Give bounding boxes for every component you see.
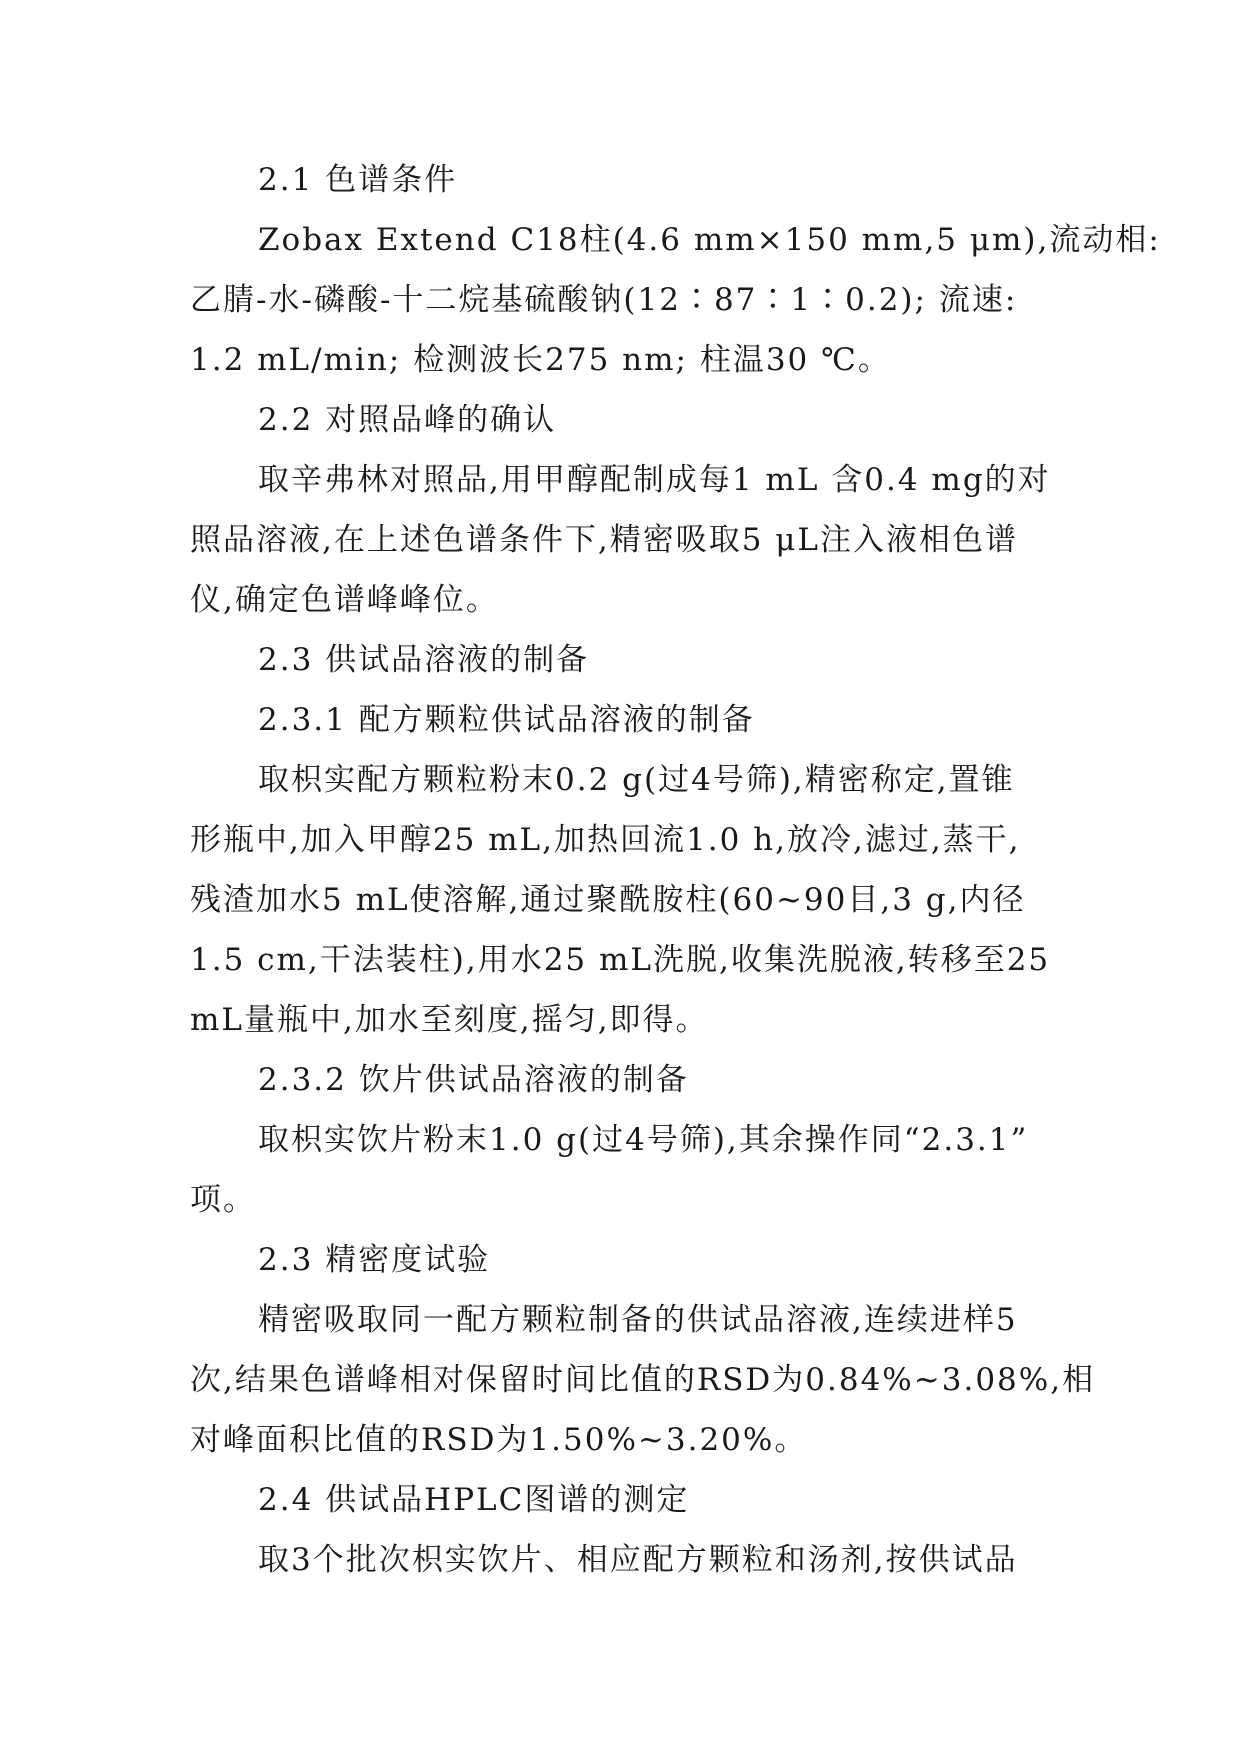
paragraph-line: 取枳实配方颗粒粉末0.2 g(过4号筛),精密称定,置锥 bbox=[258, 762, 1015, 798]
section-heading-2-2: 2.2 对照品峰的确认 bbox=[258, 402, 557, 438]
paragraph-line: 残渣加水5 mL使溶解,通过聚酰胺柱(60~90目,3 g,内径 bbox=[190, 882, 1026, 918]
paragraph-line: 次,结果色谱峰相对保留时间比值的RSD为0.84%~3.08%,相 bbox=[190, 1362, 1096, 1398]
paragraph-line: 对峰面积比值的RSD为1.50%~3.20%。 bbox=[190, 1422, 808, 1458]
section-heading-2-4: 2.4 供试品HPLC图谱的测定 bbox=[258, 1482, 690, 1518]
paragraph-line: 项。 bbox=[190, 1182, 256, 1218]
section-heading-2-3: 2.3 供试品溶液的制备 bbox=[258, 642, 590, 678]
paragraph-line: 1.5 cm,干法装柱),用水25 mL洗脱,收集洗脱液,转移至25 bbox=[190, 942, 1051, 978]
section-heading-2-3-1: 2.3.1 配方颗粒供试品溶液的制备 bbox=[258, 702, 755, 738]
section-heading-2-3-2: 2.3.2 饮片供试品溶液的制备 bbox=[258, 1062, 689, 1098]
paragraph-line: 取3个批次枳实饮片、相应配方颗粒和汤剂,按供试品 bbox=[258, 1542, 1018, 1578]
section-heading-2-1: 2.1 色谱条件 bbox=[258, 162, 458, 198]
paragraph-line: 乙腈-水-磷酸-十二烷基硫酸钠(12∶87∶1∶0.2); 流速: bbox=[190, 282, 1018, 318]
document-page bbox=[190, 150, 1161, 1590]
paragraph-line: 1.2 mL/min; 检测波长275 nm; 柱温30 ℃。 bbox=[190, 342, 891, 378]
paragraph-line: 取枳实饮片粉末1.0 g(过4号筛),其余操作同“2.3.1” bbox=[258, 1122, 1029, 1158]
paragraph-line: 取辛弗林对照品,用甲醇配制成每1 mL 含0.4 mg的对 bbox=[258, 462, 1051, 498]
paragraph-line: 照品溶液,在上述色谱条件下,精密吸取5 μL注入液相色谱 bbox=[190, 522, 1019, 558]
paragraph-line: 形瓶中,加入甲醇25 mL,加热回流1.0 h,放冷,滤过,蒸干, bbox=[190, 822, 1021, 858]
paragraph-line: mL量瓶中,加水至刻度,摇匀,即得。 bbox=[190, 1002, 709, 1038]
paragraph-line: 精密吸取同一配方颗粒制备的供试品溶液,连续进样5 bbox=[258, 1302, 1018, 1338]
paragraph-line: 仪,确定色谱峰峰位。 bbox=[190, 582, 499, 618]
section-heading-precision: 2.3 精密度试验 bbox=[258, 1242, 491, 1278]
paragraph-line: Zobax Extend C18柱(4.6 mm×150 mm,5 μm),流动相: bbox=[258, 222, 1161, 258]
